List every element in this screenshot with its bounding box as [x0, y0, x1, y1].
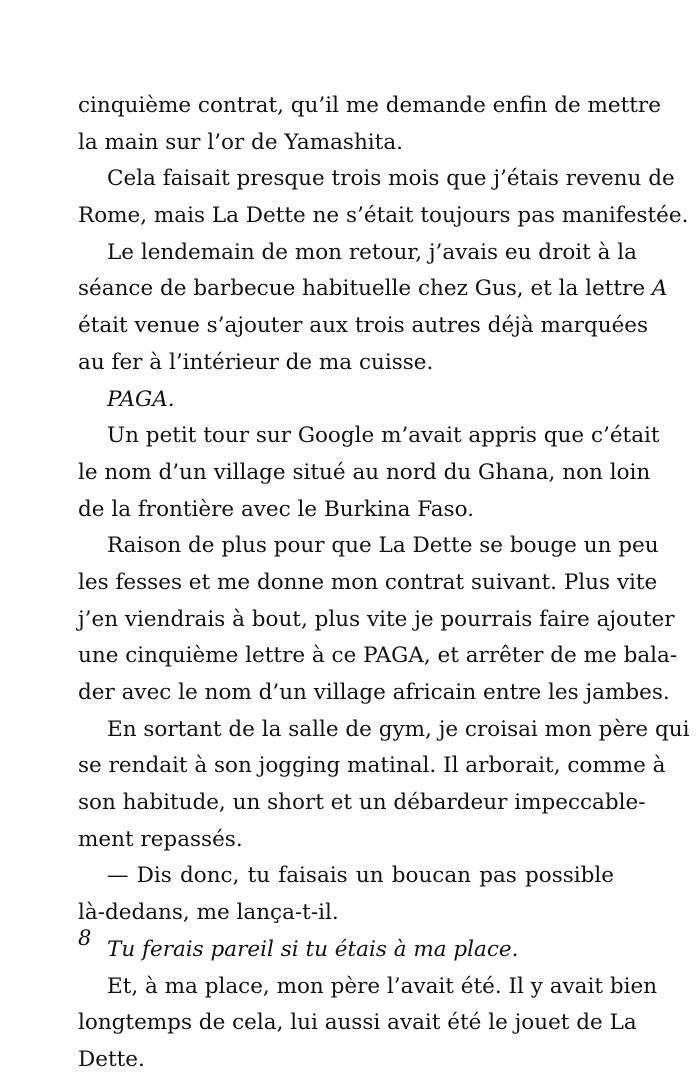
paragraph-start-line: — Dis donc, tu faisais un boucan pas possible	[107, 863, 614, 889]
text-line: longtemps de cela, lui aussi avait été le jouet de La	[78, 1010, 637, 1036]
text-line: Rome, mais La Dette ne s’était toujours pas manifestée.	[78, 203, 689, 229]
text-line: Dette.	[78, 1046, 145, 1072]
italic-letter: A	[651, 276, 668, 302]
text-line: au fer à l’intérieur de ma cuisse.	[78, 349, 434, 375]
page-number: 8	[78, 926, 92, 950]
text-line: der avec le nom d’un village africain entre les jambes.	[78, 680, 670, 705]
paragraph-start-line: Tu ferais pareil si tu étais à ma place.	[107, 936, 519, 962]
paragraph-start-line: Le lendemain de mon retour, j’avais eu droit à la	[107, 239, 637, 265]
text-line: de la frontière avec le Burkina Faso.	[78, 496, 474, 522]
paragraph-start-line: PAGA.	[107, 386, 175, 412]
text-line: était venue s’ajouter aux trois autres déjà marquées	[78, 313, 649, 339]
text-line: cinquième contrat, qu’il me demande enfin de mettre	[78, 93, 661, 118]
paragraph-start-line: Raison de plus pour que La Dette se bouge un peu	[107, 533, 659, 559]
text-line: là-dedans, me lança-t-il.	[78, 900, 339, 926]
text-line: j’en viendrais à bout, plus vite je pourrais faire ajouter	[78, 606, 675, 632]
paragraph-start-line: Cela faisait presque trois mois que j’étais revenu de	[107, 166, 675, 192]
text-line: le nom d’un village situé au nord du Ghana, non loin	[78, 459, 651, 485]
paragraph-start-line: Un petit tour sur Google m’avait appris que c’était	[107, 423, 660, 449]
paragraph-start-line: Et, à ma place, mon père l’avait été. Il y avait bien	[107, 973, 658, 999]
paragraph-start-line: En sortant de la salle de gym, je croisai mon père qui	[107, 716, 690, 742]
text-line: une cinquième lettre à ce PAGA, et arrêter de me bala-	[78, 643, 678, 669]
text-span: séance de barbecue habituelle chez Gus, et la lettre	[78, 276, 646, 302]
text-line	[78, 271, 668, 308]
text-line: la main sur l’or de Yamashita.	[78, 129, 403, 155]
text-line: les fesses et me donne mon contrat suivant. Plus vite	[78, 569, 658, 595]
body-text	[78, 88, 690, 1079]
text-line: ment repassés.	[78, 826, 243, 852]
text-line: se rendait à son jogging matinal. Il arborait, comme à	[78, 753, 666, 779]
text-line: son habitude, un short et un débardeur impeccable-	[78, 790, 646, 816]
